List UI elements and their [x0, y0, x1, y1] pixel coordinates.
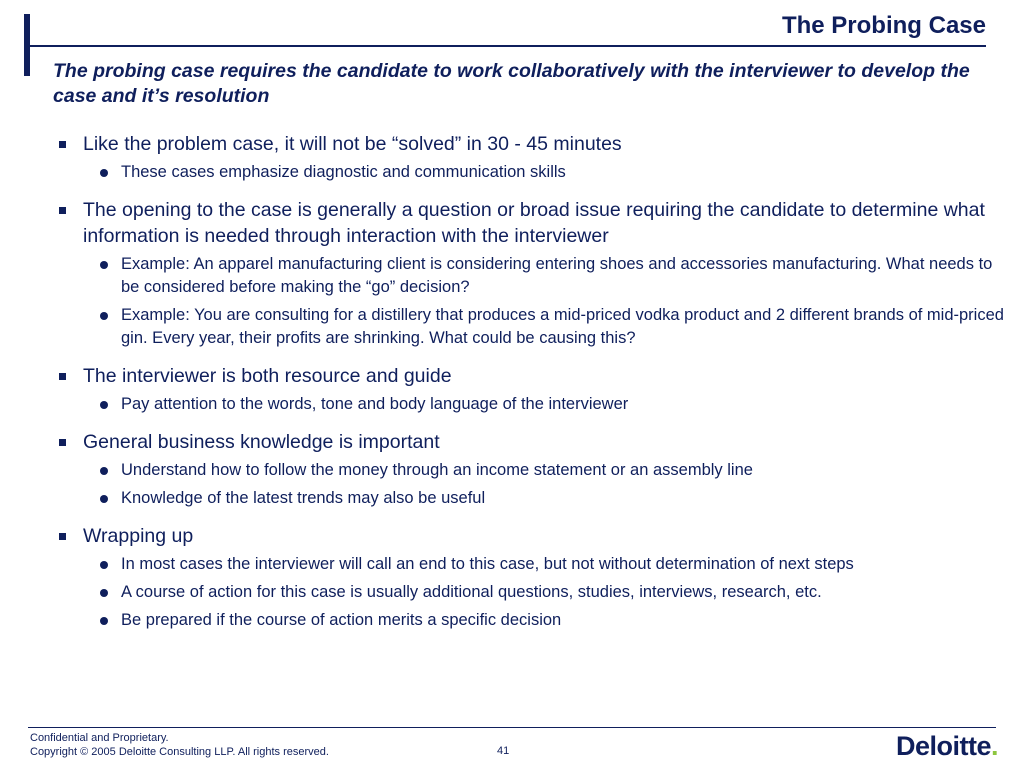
bullet-text: Wrapping up [83, 525, 194, 547]
logo-wordmark: Deloitte [895, 731, 991, 761]
sub-bullet-item [83, 253, 1008, 299]
sub-bullet-text: Understand how to follow the money through an income statement or an assembly line [121, 461, 753, 479]
sub-bullet-item [83, 161, 1008, 184]
sub-bullet-list [83, 393, 1008, 416]
round-bullet-icon [100, 589, 108, 597]
sub-bullet-text: These cases emphasize diagnostic and communication skills [121, 163, 566, 181]
round-bullet-icon [100, 169, 108, 177]
bullet-item [58, 523, 1008, 632]
sub-bullet-text: A course of action for this case is usually additional questions, studies, interviews, research, etc. [121, 583, 822, 601]
footer-divider [28, 727, 996, 728]
sub-bullet-item [83, 609, 1008, 632]
sub-bullet-item [83, 393, 1008, 416]
slide-subtitle: The probing case requires the candidate to work collaboratively with the interviewer to develop the case and it’s resolution [53, 60, 970, 107]
sub-bullet-list [83, 161, 1008, 184]
bullet-item [58, 429, 1008, 510]
sub-bullet-item [83, 304, 1008, 350]
bullet-list [58, 131, 1008, 645]
logo-green-dot: . [990, 731, 998, 761]
bullet-text: The interviewer is both resource and guide [83, 365, 452, 387]
confidential-notice: Confidential and Proprietary. [30, 732, 169, 744]
square-bullet-icon [59, 373, 66, 380]
sub-bullet-list [83, 253, 1008, 350]
bullet-text: Like the problem case, it will not be “solved” in 30 - 45 minutes [83, 133, 622, 155]
sub-bullet-item [83, 553, 1008, 576]
sub-bullet-list [83, 553, 1008, 632]
bullet-item [58, 131, 1008, 184]
sub-bullet-item [83, 487, 1008, 510]
round-bullet-icon [100, 617, 108, 625]
deloitte-logo [896, 731, 998, 762]
bullet-item [58, 197, 1008, 350]
sub-bullet-text: Example: You are consulting for a distillery that produces a mid-priced vodka product and 2 different brands of mid-priced gin. Every year, their profits are shrinking. What could be causing this? [121, 306, 1004, 347]
footer-legal [30, 731, 329, 759]
header-divider [30, 45, 986, 47]
sub-bullet-text: Be prepared if the course of action merits a specific decision [121, 611, 562, 629]
sub-bullet-text: In most cases the interviewer will call an end to this case, but not without determination of next steps [121, 555, 854, 573]
round-bullet-icon [100, 561, 108, 569]
square-bullet-icon [59, 141, 66, 148]
copyright-notice: Copyright © 2005 Deloitte Consulting LLP. All rights reserved. [30, 746, 329, 758]
sub-bullet-text: Knowledge of the latest trends may also be useful [121, 489, 486, 507]
sub-bullet-item [83, 459, 1008, 482]
bullet-item [58, 363, 1008, 416]
sub-bullet-text: Example: An apparel manufacturing client is considering entering shoes and accessories manufacturing. What needs to be considered before making the “go” decision? [121, 255, 993, 296]
bullet-text: General business knowledge is important [83, 431, 440, 453]
sub-bullet-item [83, 581, 1008, 604]
square-bullet-icon [59, 533, 66, 540]
square-bullet-icon [59, 207, 66, 214]
round-bullet-icon [100, 261, 108, 269]
sub-bullet-text: Pay attention to the words, tone and body language of the interviewer [121, 395, 629, 413]
bullet-text: The opening to the case is generally a question or broad issue requiring the candidate to determine what information is needed through interaction with the interviewer [83, 199, 985, 247]
slide-title: The Probing Case [781, 12, 986, 39]
page-number: 41 [497, 745, 510, 757]
square-bullet-icon [59, 439, 66, 446]
round-bullet-icon [100, 495, 108, 503]
round-bullet-icon [100, 312, 108, 320]
round-bullet-icon [100, 401, 108, 409]
round-bullet-icon [100, 467, 108, 475]
sub-bullet-list [83, 459, 1008, 510]
